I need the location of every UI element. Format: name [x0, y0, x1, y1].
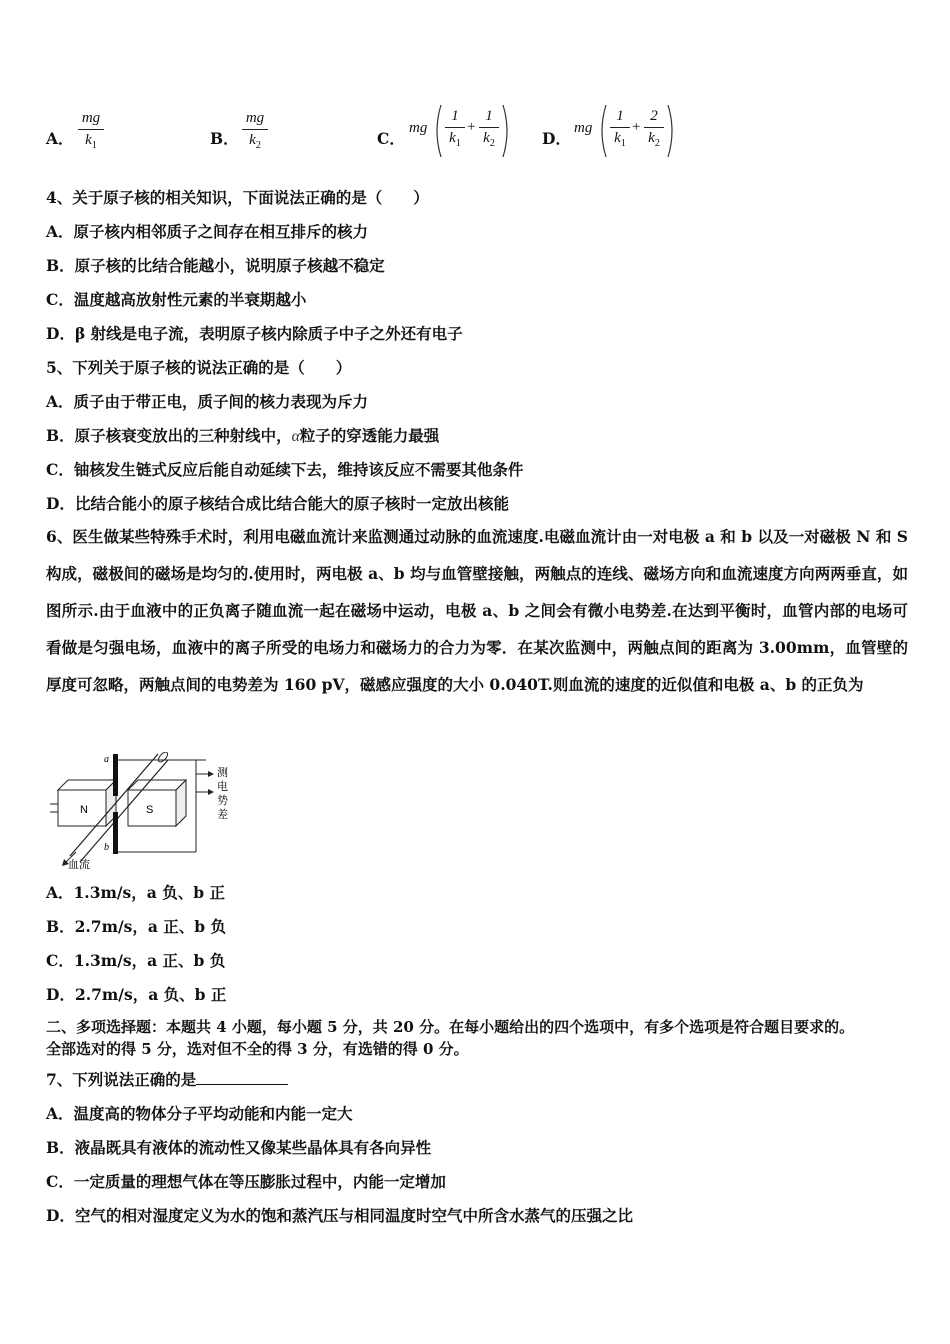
- option-text: 粒子的穿透能力最强: [299, 426, 440, 445]
- q5-stem: 5、下列关于原子核的说法正确的是（ ）: [46, 358, 352, 377]
- option-label: C．: [377, 129, 405, 148]
- plus-sign: +: [467, 119, 476, 135]
- q5-option-a: A．质子由于带正电，质子间的核力表现为斥力: [46, 392, 369, 411]
- label-measure: 差: [217, 808, 228, 821]
- q4-option-c: C．温度越高放射性元素的半衰期越小: [46, 290, 307, 309]
- q7-stem: 7、下列说法正确的是: [46, 1068, 288, 1090]
- option-label: B．: [210, 129, 239, 148]
- label-flow: 血流: [68, 858, 90, 870]
- formula-prefix: mg: [409, 120, 428, 136]
- fraction: 2 $k_2$: [644, 108, 664, 149]
- option-label: A．: [46, 129, 74, 148]
- label-measure: 测: [217, 766, 228, 779]
- section-heading-line: 二、多项选择题：本题共 4 小题，每小题 5 分，共 20 分。在每小题给出的四个选项中，有多个选项是符合题目要求的。: [46, 1018, 855, 1036]
- q4-option-b: B．原子核的比结合能越小，说明原子核越不稳定: [46, 256, 385, 275]
- label-measure: 电: [217, 780, 228, 793]
- q6-stem: 6、医生做某些特殊手术时，利用电磁血流计来监测通过动脉的血流速度.电磁血流计由一对电极 a 和 b 以及一对磁极 N 和 S 构成，磁极间的磁场是均匀的.使用时，两电极 a、b 均与血管壁接触，两触点的连线、磁场方向和血流速度方向两两垂直，如图所示.由于血液中的正负离子随血流一起在磁场中运动，电极 a、b 之间会有微小电势差.在达到平衡时，血管内部的电场可看做是匀强电场，血液中的离子所受的电场力和磁场力的合力为零．在某次监测中，两触点间的距离为 3.00mm，血管壁的厚度可忽略，两触点间的电势差为 160 pV，磁感应强度的大小 0.040T.则血流的速度的近似值和电极 a、b 的正负为: [46, 527, 908, 694]
- label-n: N: [80, 804, 88, 816]
- label-s: S: [146, 804, 154, 816]
- q5-option-b: [46, 424, 439, 446]
- label-measure: 势: [217, 794, 228, 807]
- formula-prefix: mg: [574, 120, 593, 136]
- q7-option-a: A．温度高的物体分子平均动能和内能一定大: [46, 1104, 353, 1123]
- fraction: 1 $k_2$: [479, 108, 499, 149]
- q5-option-c: C．铀核发生链式反应后能自动延续下去，维持该反应不需要其他条件: [46, 460, 524, 479]
- q7-option-c: C．一定质量的理想气体在等压膨胀过程中，内能一定增加: [46, 1172, 446, 1191]
- plus-sign: +: [632, 119, 641, 135]
- fraction: mg $k_2$: [242, 110, 268, 151]
- q4-option-a: A．原子核内相邻质子之间存在相互排斥的核力: [46, 222, 369, 241]
- q6-option-d: D．2.7m/s，a 负、b 正: [46, 985, 227, 1004]
- fraction: 1 $k_1$: [610, 108, 630, 149]
- label-a: a: [104, 754, 109, 765]
- fraction: mg $k_1$: [78, 110, 104, 151]
- q7-option-d: D．空气的相对湿度定义为水的饱和蒸汽压与相同温度时空气中所含水蒸气的压强之比: [46, 1206, 633, 1225]
- section-heading-line: 全部选对的得 5 分，选对但不全的得 3 分，有选错的得 0 分。: [46, 1040, 469, 1058]
- q6-option-b: B．2.7m/s，a 正、b 负: [46, 917, 227, 936]
- q7-option-b: B．液晶既具有液体的流动性又像某些晶体具有各向异性: [46, 1138, 432, 1157]
- fraction: 1 $k_1$: [445, 108, 465, 149]
- q6-option-a: A．1.3m/s，a 负、b 正: [46, 883, 225, 902]
- q5-option-d: D．比结合能小的原子核结合成比结合能大的原子核时一定放出核能: [46, 494, 509, 513]
- alpha-symbol: α: [291, 428, 300, 445]
- q4-option-d: D．β 射线是电子流，表明原子核内除质子中子之外还有电子: [46, 324, 463, 343]
- q4-stem: 4、关于原子核的相关知识，下面说法正确的是（ ）: [46, 188, 429, 207]
- q6-option-c: C．1.3m/s，a 正、b 负: [46, 951, 226, 970]
- blood-flow-meter-diagram: [46, 752, 236, 870]
- label-b: b: [104, 842, 109, 853]
- section-heading: [46, 1016, 916, 1060]
- option-text: B．原子核衰变放出的三种射线中，: [46, 426, 292, 445]
- answer-blank[interactable]: [196, 1070, 288, 1085]
- option-label: D．: [542, 129, 571, 148]
